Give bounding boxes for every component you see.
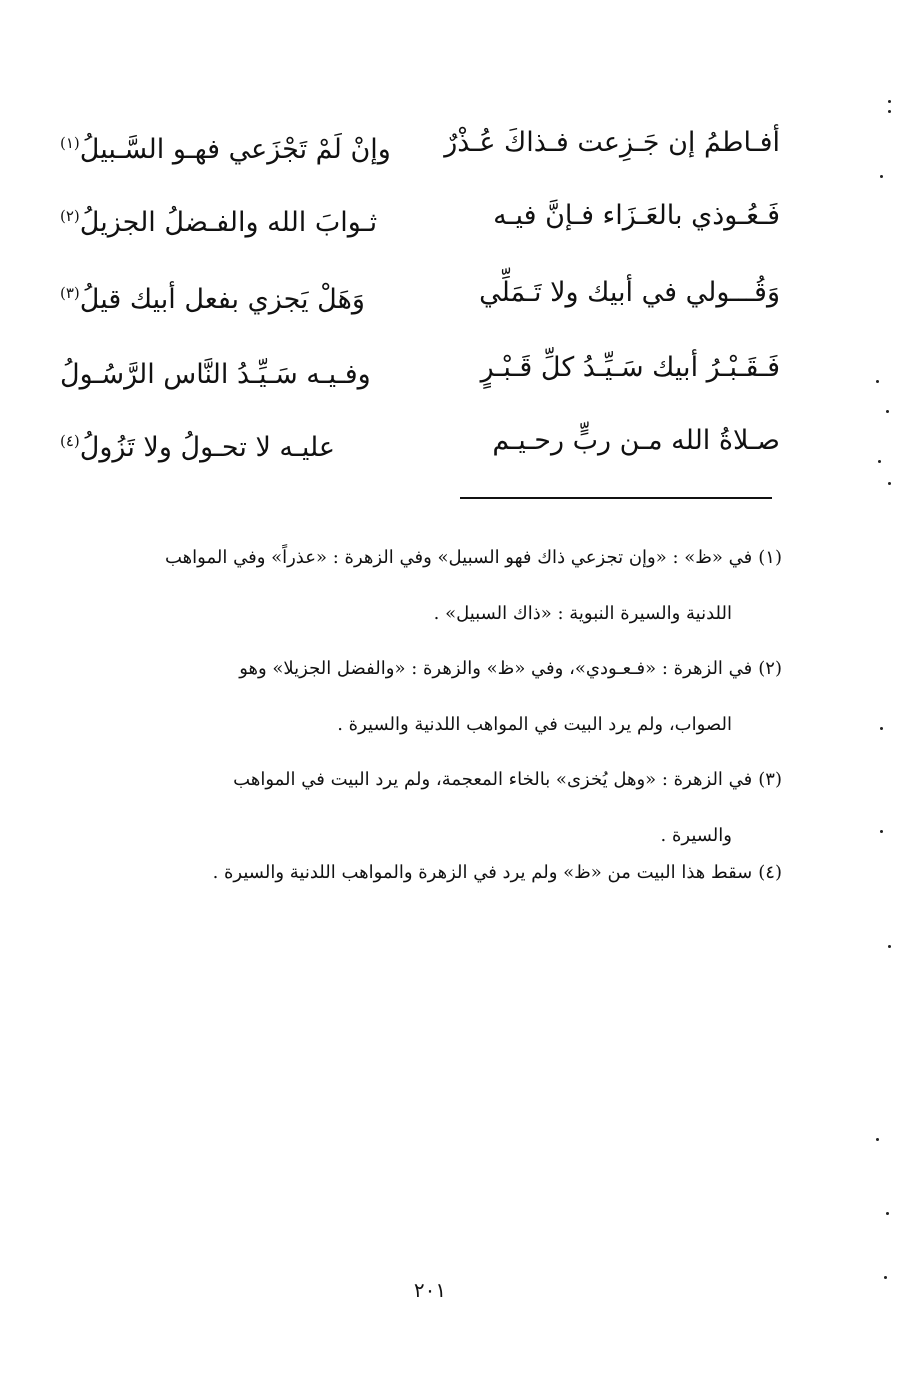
scan-speck [888, 945, 891, 948]
scan-speck [878, 460, 881, 463]
footnote-number: (٣) [758, 769, 782, 790]
page-number: ٢٠١ [413, 1278, 447, 1302]
scan-speck [888, 100, 891, 103]
scan-speck [876, 1138, 879, 1141]
verse-line [60, 191, 780, 241]
footnote-text: سقط هذا البيت من «ظ» ولم يرد في الزهرة والمواهب اللدنية والسيرة . [212, 862, 753, 883]
verse-line [60, 343, 780, 393]
scan-speck [888, 110, 891, 113]
scan-speck [876, 380, 879, 383]
scan-speck [880, 175, 883, 178]
verse-second-hemistich: عليـه لا تحـولُ ولا تَزُولُ$^{(٤)}$ [60, 432, 336, 463]
footnote-number: (٢) [758, 658, 782, 679]
scan-speck [880, 830, 883, 833]
verse-first-hemistich: صـلاةُ الله مـن ربٍّ رحـيـم [492, 425, 780, 456]
footnote-reference: (٤) [60, 432, 80, 450]
scan-speck [886, 410, 889, 413]
scan-speck [888, 482, 891, 485]
scan-speck [880, 727, 883, 730]
footnote-reference: (١) [60, 134, 80, 152]
verse-second-hemistich: وإنْ لَمْ تَجْزَعي فهـو السَّـبيلُ$^{(١)}$ [60, 134, 391, 165]
verse-second-hemistich: وَهَلْ يَجزي بفعل أبيك قيلُ$^{(٣)}$ [60, 284, 365, 315]
footnote-number: (٤) [758, 862, 782, 883]
footnote-text-continued: اللدنية والسيرة النبوية : «ذاك السبيل» . [433, 603, 732, 624]
scan-speck [886, 1212, 889, 1215]
footnote-reference: (٢) [60, 207, 80, 225]
footnote [70, 641, 782, 753]
verse-line [60, 118, 780, 168]
verse-second-hemistich: وفـيـه سَـيِّـدُ النَّاس الرَّسُـولُ [60, 359, 371, 390]
verse-first-hemistich: وَقُـــولي في أبيك ولا تَـمَلِّي [479, 277, 780, 308]
footnote-text-continued: والسيرة . [660, 825, 732, 846]
verse-line [60, 268, 780, 318]
footnote-text: في الزهرة : «وهل يُخزى» بالخاء المعجمة، ولم يرد البيت في المواهب [233, 769, 753, 790]
verse-first-hemistich: فَـقَـبْـرُ أبيك سَـيِّـدُ كلِّ قَـبْـرٍ [480, 352, 780, 383]
footnote [70, 845, 782, 901]
footnote-separator [460, 497, 772, 499]
verse-first-hemistich: فَـعُـوذي بالعَـزَاء فـإنَّ فيـه [493, 200, 780, 231]
scan-speck [884, 1276, 887, 1279]
verse-line [60, 416, 780, 466]
footnote-text: في الزهرة : «فـعـودي»، وفي «ظ» والزهرة : «والفضل الجزيلا» وهو [239, 658, 753, 679]
verse-first-hemistich: أفـاطمُ إن جَـزِعت فـذاكَ عُـذْرٌ [444, 127, 780, 158]
verse-second-hemistich: ثـوابَ الله والفـضلُ الجزيلُ$^{(٢)}$ [60, 207, 378, 238]
footnote-reference: (٣) [60, 284, 80, 302]
footnote [70, 530, 782, 642]
footnote-text: في «ظ» : «وإن تجزعي ذاك فهو السبيل» وفي الزهرة : «عذراً» وفي المواهب [165, 547, 753, 568]
footnote-text-continued: الصواب، ولم يرد البيت في المواهب اللدنية والسيرة . [337, 714, 732, 735]
footnote-number: (١) [758, 547, 782, 568]
